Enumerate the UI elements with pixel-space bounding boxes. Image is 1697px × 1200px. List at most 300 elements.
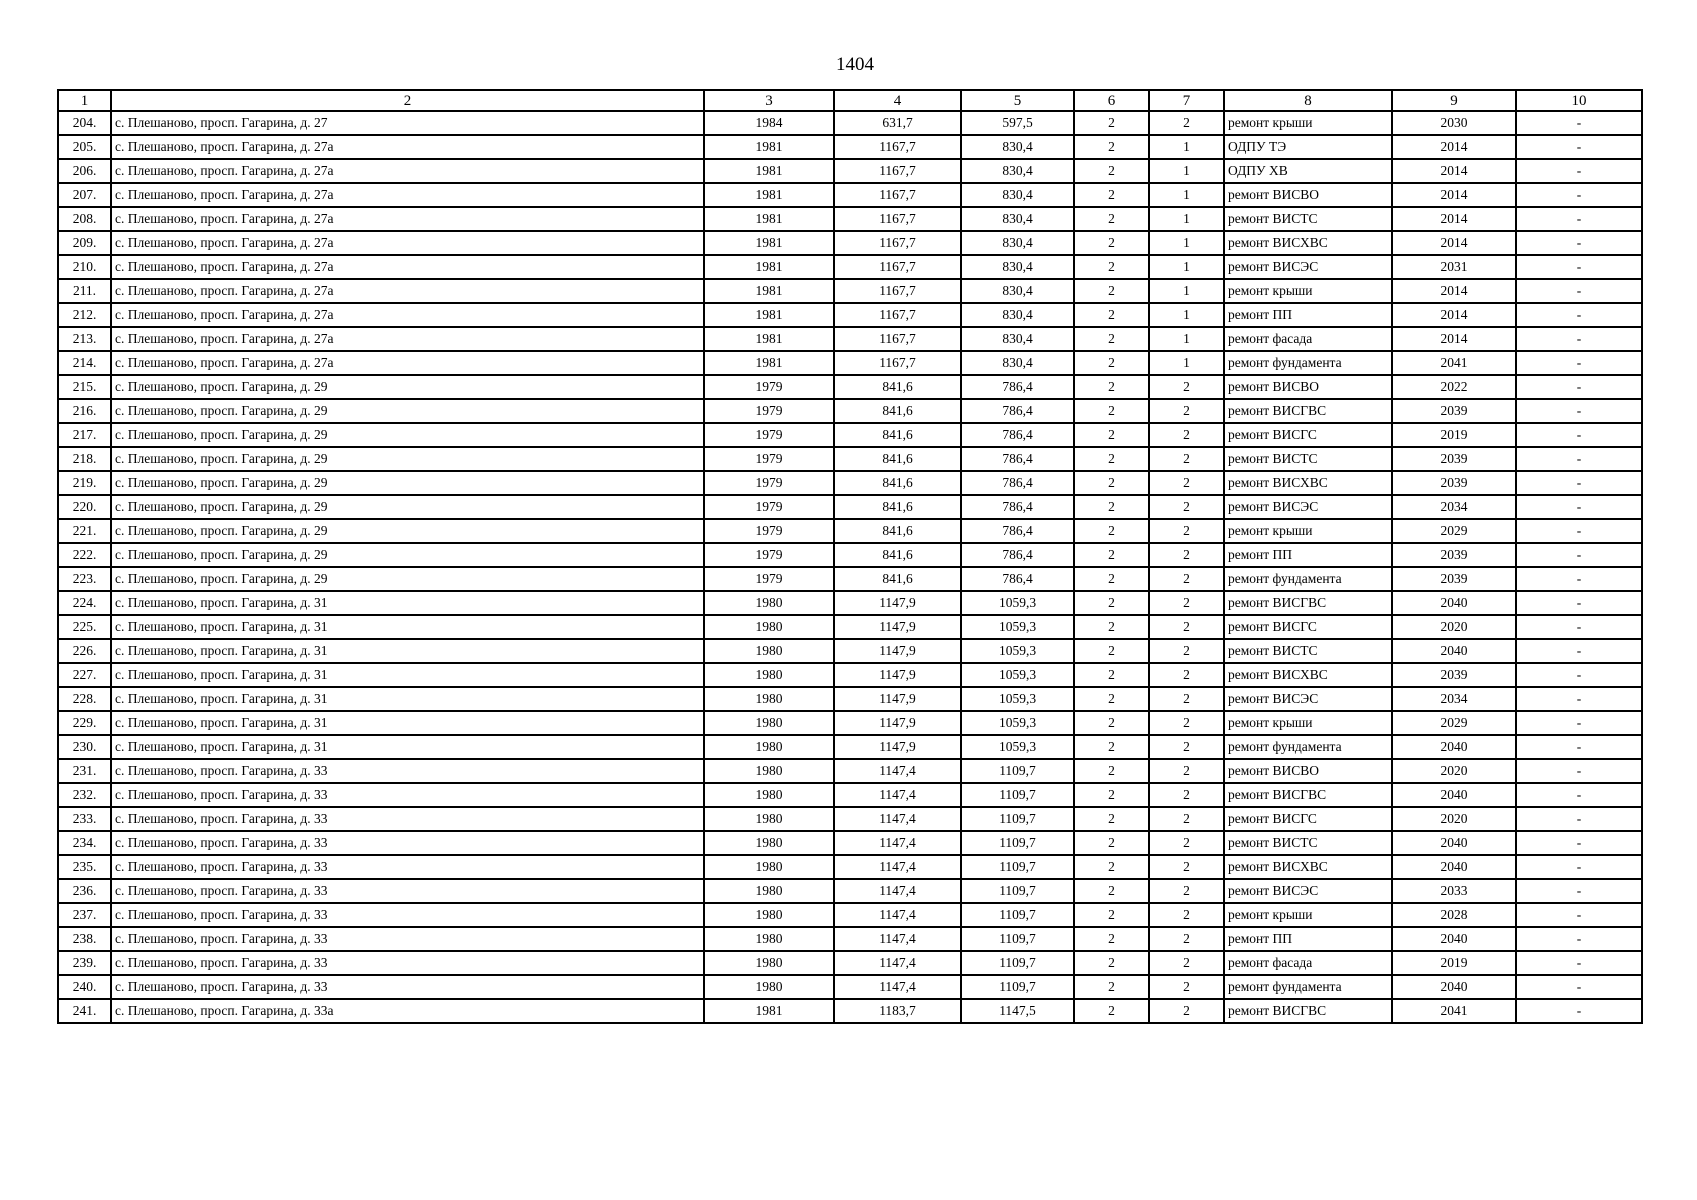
cell-living-area: 1109,7 xyxy=(961,879,1074,903)
table-row xyxy=(58,255,1642,279)
cell-entrances: 2 xyxy=(1149,783,1224,807)
cell-total-area: 841,6 xyxy=(834,519,961,543)
cell-row-number: 217. xyxy=(58,423,111,447)
table-row xyxy=(58,951,1642,975)
cell-note: - xyxy=(1516,471,1642,495)
cell-address: с. Плешаново, просп. Гагарина, д. 29 xyxy=(111,423,704,447)
cell-entrances: 2 xyxy=(1149,111,1224,135)
cell-total-area: 841,6 xyxy=(834,567,961,591)
cell-entrances: 2 xyxy=(1149,495,1224,519)
cell-year-built: 1981 xyxy=(704,303,834,327)
cell-living-area: 1109,7 xyxy=(961,927,1074,951)
cell-work-type: ремонт ВИСВО xyxy=(1224,375,1392,399)
cell-row-number: 223. xyxy=(58,567,111,591)
cell-entrances: 1 xyxy=(1149,351,1224,375)
cell-work-type: ремонт ВИСЭС xyxy=(1224,255,1392,279)
cell-total-area: 1147,4 xyxy=(834,783,961,807)
cell-floors: 2 xyxy=(1074,591,1149,615)
cell-entrances: 2 xyxy=(1149,471,1224,495)
cell-work-type: ремонт ВИСХВС xyxy=(1224,663,1392,687)
cell-year-built: 1979 xyxy=(704,471,834,495)
cell-floors: 2 xyxy=(1074,567,1149,591)
cell-note: - xyxy=(1516,855,1642,879)
cell-floors: 2 xyxy=(1074,279,1149,303)
cell-planned-year: 2019 xyxy=(1392,951,1516,975)
table-row xyxy=(58,807,1642,831)
cell-note: - xyxy=(1516,399,1642,423)
cell-floors: 2 xyxy=(1074,759,1149,783)
table-row xyxy=(58,231,1642,255)
table-row xyxy=(58,831,1642,855)
cell-work-type: ремонт ВИСЭС xyxy=(1224,687,1392,711)
cell-living-area: 1147,5 xyxy=(961,999,1074,1023)
cell-total-area: 1147,4 xyxy=(834,807,961,831)
cell-work-type: ремонт ВИСГВС xyxy=(1224,399,1392,423)
cell-year-built: 1980 xyxy=(704,783,834,807)
cell-total-area: 841,6 xyxy=(834,447,961,471)
cell-floors: 2 xyxy=(1074,975,1149,999)
cell-note: - xyxy=(1516,999,1642,1023)
cell-planned-year: 2039 xyxy=(1392,543,1516,567)
cell-planned-year: 2019 xyxy=(1392,423,1516,447)
cell-entrances: 2 xyxy=(1149,903,1224,927)
column-header-6: 6 xyxy=(1074,90,1149,111)
table-row xyxy=(58,687,1642,711)
cell-address: с. Плешаново, просп. Гагарина, д. 27 xyxy=(111,111,704,135)
cell-row-number: 218. xyxy=(58,447,111,471)
cell-work-type: ремонт крыши xyxy=(1224,111,1392,135)
cell-total-area: 1147,4 xyxy=(834,927,961,951)
cell-living-area: 786,4 xyxy=(961,447,1074,471)
cell-address: с. Плешаново, просп. Гагарина, д. 31 xyxy=(111,663,704,687)
cell-planned-year: 2029 xyxy=(1392,711,1516,735)
cell-address: с. Плешаново, просп. Гагарина, д. 31 xyxy=(111,687,704,711)
cell-entrances: 2 xyxy=(1149,999,1224,1023)
cell-entrances: 2 xyxy=(1149,399,1224,423)
cell-entrances: 2 xyxy=(1149,831,1224,855)
cell-floors: 2 xyxy=(1074,903,1149,927)
cell-living-area: 1109,7 xyxy=(961,951,1074,975)
cell-note: - xyxy=(1516,303,1642,327)
table-row xyxy=(58,351,1642,375)
cell-entrances: 2 xyxy=(1149,975,1224,999)
cell-year-built: 1981 xyxy=(704,999,834,1023)
cell-year-built: 1981 xyxy=(704,327,834,351)
table-row xyxy=(58,591,1642,615)
table-row xyxy=(58,135,1642,159)
cell-address: с. Плешаново, просп. Гагарина, д. 31 xyxy=(111,591,704,615)
column-header-8: 8 xyxy=(1224,90,1392,111)
cell-row-number: 241. xyxy=(58,999,111,1023)
cell-entrances: 2 xyxy=(1149,759,1224,783)
table-row xyxy=(58,159,1642,183)
cell-work-type: ремонт ВИСТС xyxy=(1224,207,1392,231)
cell-work-type: ремонт ВИСТС xyxy=(1224,447,1392,471)
cell-row-number: 232. xyxy=(58,783,111,807)
cell-work-type: ОДПУ ТЭ xyxy=(1224,135,1392,159)
cell-total-area: 841,6 xyxy=(834,495,961,519)
cell-entrances: 2 xyxy=(1149,423,1224,447)
cell-year-built: 1981 xyxy=(704,255,834,279)
cell-entrances: 2 xyxy=(1149,375,1224,399)
cell-floors: 2 xyxy=(1074,207,1149,231)
cell-note: - xyxy=(1516,735,1642,759)
cell-entrances: 2 xyxy=(1149,879,1224,903)
cell-planned-year: 2020 xyxy=(1392,807,1516,831)
cell-entrances: 2 xyxy=(1149,447,1224,471)
cell-floors: 2 xyxy=(1074,879,1149,903)
cell-row-number: 238. xyxy=(58,927,111,951)
cell-living-area: 830,4 xyxy=(961,255,1074,279)
cell-floors: 2 xyxy=(1074,471,1149,495)
cell-note: - xyxy=(1516,495,1642,519)
cell-row-number: 228. xyxy=(58,687,111,711)
cell-floors: 2 xyxy=(1074,159,1149,183)
cell-entrances: 2 xyxy=(1149,735,1224,759)
cell-row-number: 233. xyxy=(58,807,111,831)
cell-address: с. Плешаново, просп. Гагарина, д. 27а xyxy=(111,183,704,207)
table-row xyxy=(58,423,1642,447)
cell-planned-year: 2014 xyxy=(1392,159,1516,183)
cell-row-number: 221. xyxy=(58,519,111,543)
cell-living-area: 786,4 xyxy=(961,519,1074,543)
cell-address: с. Плешаново, просп. Гагарина, д. 33 xyxy=(111,927,704,951)
table-row xyxy=(58,471,1642,495)
cell-entrances: 1 xyxy=(1149,279,1224,303)
cell-note: - xyxy=(1516,975,1642,999)
cell-note: - xyxy=(1516,759,1642,783)
cell-address: с. Плешаново, просп. Гагарина, д. 29 xyxy=(111,495,704,519)
cell-floors: 2 xyxy=(1074,735,1149,759)
cell-total-area: 841,6 xyxy=(834,423,961,447)
cell-planned-year: 2020 xyxy=(1392,615,1516,639)
cell-planned-year: 2040 xyxy=(1392,831,1516,855)
cell-note: - xyxy=(1516,591,1642,615)
table-body xyxy=(58,111,1642,1023)
cell-address: с. Плешаново, просп. Гагарина, д. 29 xyxy=(111,543,704,567)
cell-work-type: ремонт ВИСВО xyxy=(1224,759,1392,783)
cell-row-number: 227. xyxy=(58,663,111,687)
cell-note: - xyxy=(1516,879,1642,903)
cell-entrances: 2 xyxy=(1149,807,1224,831)
cell-total-area: 1147,9 xyxy=(834,735,961,759)
cell-work-type: ОДПУ ХВ xyxy=(1224,159,1392,183)
cell-address: с. Плешаново, просп. Гагарина, д. 27а xyxy=(111,303,704,327)
cell-row-number: 236. xyxy=(58,879,111,903)
cell-living-area: 1059,3 xyxy=(961,639,1074,663)
cell-address: с. Плешаново, просп. Гагарина, д. 27а xyxy=(111,231,704,255)
cell-year-built: 1980 xyxy=(704,927,834,951)
cell-note: - xyxy=(1516,567,1642,591)
cell-living-area: 1109,7 xyxy=(961,975,1074,999)
cell-entrances: 2 xyxy=(1149,855,1224,879)
table-row xyxy=(58,927,1642,951)
cell-row-number: 224. xyxy=(58,591,111,615)
cell-entrances: 1 xyxy=(1149,135,1224,159)
cell-year-built: 1979 xyxy=(704,495,834,519)
cell-address: с. Плешаново, просп. Гагарина, д. 27а xyxy=(111,135,704,159)
cell-year-built: 1981 xyxy=(704,207,834,231)
cell-total-area: 1147,4 xyxy=(834,879,961,903)
cell-year-built: 1981 xyxy=(704,183,834,207)
cell-work-type: ремонт ВИСГВС xyxy=(1224,591,1392,615)
table-row xyxy=(58,759,1642,783)
cell-row-number: 229. xyxy=(58,711,111,735)
cell-total-area: 1147,4 xyxy=(834,975,961,999)
cell-total-area: 1147,4 xyxy=(834,951,961,975)
table-row xyxy=(58,735,1642,759)
cell-work-type: ремонт ВИСГС xyxy=(1224,615,1392,639)
table-row xyxy=(58,783,1642,807)
cell-year-built: 1980 xyxy=(704,951,834,975)
cell-note: - xyxy=(1516,423,1642,447)
table-row xyxy=(58,207,1642,231)
cell-floors: 2 xyxy=(1074,375,1149,399)
cell-total-area: 1183,7 xyxy=(834,999,961,1023)
cell-address: с. Плешаново, просп. Гагарина, д. 31 xyxy=(111,711,704,735)
cell-row-number: 240. xyxy=(58,975,111,999)
cell-address: с. Плешаново, просп. Гагарина, д. 29 xyxy=(111,375,704,399)
cell-floors: 2 xyxy=(1074,495,1149,519)
cell-year-built: 1980 xyxy=(704,831,834,855)
cell-living-area: 597,5 xyxy=(961,111,1074,135)
cell-year-built: 1980 xyxy=(704,735,834,759)
cell-floors: 2 xyxy=(1074,687,1149,711)
cell-year-built: 1980 xyxy=(704,975,834,999)
cell-row-number: 239. xyxy=(58,951,111,975)
cell-floors: 2 xyxy=(1074,423,1149,447)
cell-living-area: 1059,3 xyxy=(961,663,1074,687)
cell-entrances: 2 xyxy=(1149,927,1224,951)
cell-floors: 2 xyxy=(1074,999,1149,1023)
cell-floors: 2 xyxy=(1074,303,1149,327)
cell-year-built: 1979 xyxy=(704,399,834,423)
cell-address: с. Плешаново, просп. Гагарина, д. 27а xyxy=(111,207,704,231)
cell-address: с. Плешаново, просп. Гагарина, д. 33 xyxy=(111,855,704,879)
cell-planned-year: 2040 xyxy=(1392,735,1516,759)
table-row xyxy=(58,303,1642,327)
cell-work-type: ремонт ВИСХВС xyxy=(1224,231,1392,255)
column-header-1: 1 xyxy=(58,90,111,111)
table-row xyxy=(58,567,1642,591)
cell-entrances: 2 xyxy=(1149,543,1224,567)
cell-entrances: 1 xyxy=(1149,207,1224,231)
cell-living-area: 1109,7 xyxy=(961,807,1074,831)
cell-work-type: ремонт фасада xyxy=(1224,327,1392,351)
cell-entrances: 2 xyxy=(1149,615,1224,639)
cell-year-built: 1980 xyxy=(704,759,834,783)
cell-address: с. Плешаново, просп. Гагарина, д. 31 xyxy=(111,639,704,663)
cell-row-number: 226. xyxy=(58,639,111,663)
cell-living-area: 786,4 xyxy=(961,423,1074,447)
table-row xyxy=(58,615,1642,639)
cell-planned-year: 2040 xyxy=(1392,927,1516,951)
cell-total-area: 1167,7 xyxy=(834,255,961,279)
cell-note: - xyxy=(1516,159,1642,183)
cell-work-type: ремонт ВИСГВС xyxy=(1224,783,1392,807)
table-row xyxy=(58,375,1642,399)
cell-work-type: ремонт ВИСЭС xyxy=(1224,879,1392,903)
cell-year-built: 1980 xyxy=(704,591,834,615)
cell-floors: 2 xyxy=(1074,111,1149,135)
cell-total-area: 1147,9 xyxy=(834,663,961,687)
cell-work-type: ремонт фундамента xyxy=(1224,735,1392,759)
cell-planned-year: 2039 xyxy=(1392,567,1516,591)
cell-floors: 2 xyxy=(1074,351,1149,375)
column-header-9: 9 xyxy=(1392,90,1516,111)
cell-planned-year: 2040 xyxy=(1392,591,1516,615)
cell-planned-year: 2014 xyxy=(1392,183,1516,207)
cell-floors: 2 xyxy=(1074,807,1149,831)
cell-planned-year: 2014 xyxy=(1392,135,1516,159)
cell-living-area: 830,4 xyxy=(961,135,1074,159)
cell-year-built: 1980 xyxy=(704,663,834,687)
cell-row-number: 214. xyxy=(58,351,111,375)
cell-total-area: 1147,9 xyxy=(834,615,961,639)
cell-note: - xyxy=(1516,183,1642,207)
cell-total-area: 1167,7 xyxy=(834,279,961,303)
table-row xyxy=(58,495,1642,519)
cell-note: - xyxy=(1516,351,1642,375)
cell-row-number: 220. xyxy=(58,495,111,519)
cell-planned-year: 2034 xyxy=(1392,687,1516,711)
cell-total-area: 841,6 xyxy=(834,375,961,399)
cell-note: - xyxy=(1516,903,1642,927)
cell-planned-year: 2040 xyxy=(1392,975,1516,999)
cell-living-area: 830,4 xyxy=(961,303,1074,327)
cell-planned-year: 2014 xyxy=(1392,279,1516,303)
column-header-4: 4 xyxy=(834,90,961,111)
cell-work-type: ремонт фасада xyxy=(1224,951,1392,975)
cell-planned-year: 2014 xyxy=(1392,327,1516,351)
cell-row-number: 212. xyxy=(58,303,111,327)
cell-entrances: 1 xyxy=(1149,231,1224,255)
cell-year-built: 1979 xyxy=(704,543,834,567)
cell-total-area: 1167,7 xyxy=(834,159,961,183)
column-header-3: 3 xyxy=(704,90,834,111)
cell-row-number: 219. xyxy=(58,471,111,495)
table-row xyxy=(58,111,1642,135)
cell-living-area: 1109,7 xyxy=(961,783,1074,807)
cell-living-area: 786,4 xyxy=(961,471,1074,495)
cell-year-built: 1980 xyxy=(704,639,834,663)
cell-living-area: 1059,3 xyxy=(961,615,1074,639)
cell-floors: 2 xyxy=(1074,831,1149,855)
cell-entrances: 2 xyxy=(1149,639,1224,663)
cell-total-area: 1147,4 xyxy=(834,903,961,927)
cell-year-built: 1981 xyxy=(704,351,834,375)
cell-work-type: ремонт фундамента xyxy=(1224,567,1392,591)
cell-living-area: 1109,7 xyxy=(961,831,1074,855)
cell-address: с. Плешаново, просп. Гагарина, д. 33 xyxy=(111,783,704,807)
cell-floors: 2 xyxy=(1074,183,1149,207)
cell-year-built: 1981 xyxy=(704,159,834,183)
cell-floors: 2 xyxy=(1074,399,1149,423)
cell-total-area: 1167,7 xyxy=(834,231,961,255)
cell-total-area: 1167,7 xyxy=(834,207,961,231)
cell-planned-year: 2033 xyxy=(1392,879,1516,903)
repair-schedule-table xyxy=(57,89,1643,1024)
cell-row-number: 208. xyxy=(58,207,111,231)
cell-planned-year: 2041 xyxy=(1392,351,1516,375)
cell-planned-year: 2040 xyxy=(1392,855,1516,879)
table-row xyxy=(58,999,1642,1023)
cell-living-area: 786,4 xyxy=(961,495,1074,519)
cell-note: - xyxy=(1516,639,1642,663)
cell-address: с. Плешаново, просп. Гагарина, д. 33 xyxy=(111,903,704,927)
cell-row-number: 230. xyxy=(58,735,111,759)
cell-living-area: 1059,3 xyxy=(961,687,1074,711)
cell-living-area: 830,4 xyxy=(961,279,1074,303)
cell-planned-year: 2039 xyxy=(1392,471,1516,495)
cell-address: с. Плешаново, просп. Гагарина, д. 31 xyxy=(111,615,704,639)
cell-floors: 2 xyxy=(1074,519,1149,543)
cell-year-built: 1980 xyxy=(704,615,834,639)
cell-entrances: 1 xyxy=(1149,183,1224,207)
cell-row-number: 216. xyxy=(58,399,111,423)
cell-address: с. Плешаново, просп. Гагарина, д. 29 xyxy=(111,399,704,423)
cell-address: с. Плешаново, просп. Гагарина, д. 33а xyxy=(111,999,704,1023)
cell-floors: 2 xyxy=(1074,951,1149,975)
cell-living-area: 1109,7 xyxy=(961,903,1074,927)
cell-year-built: 1979 xyxy=(704,567,834,591)
cell-floors: 2 xyxy=(1074,327,1149,351)
cell-year-built: 1979 xyxy=(704,423,834,447)
cell-year-built: 1981 xyxy=(704,231,834,255)
cell-note: - xyxy=(1516,543,1642,567)
cell-floors: 2 xyxy=(1074,543,1149,567)
cell-year-built: 1980 xyxy=(704,807,834,831)
table-row xyxy=(58,519,1642,543)
cell-planned-year: 2014 xyxy=(1392,231,1516,255)
table-header-row xyxy=(58,90,1642,111)
column-header-10: 10 xyxy=(1516,90,1642,111)
cell-note: - xyxy=(1516,279,1642,303)
cell-note: - xyxy=(1516,135,1642,159)
cell-row-number: 237. xyxy=(58,903,111,927)
cell-entrances: 2 xyxy=(1149,663,1224,687)
cell-work-type: ремонт фундамента xyxy=(1224,975,1392,999)
table-row xyxy=(58,879,1642,903)
cell-address: с. Плешаново, просп. Гагарина, д. 27а xyxy=(111,327,704,351)
cell-year-built: 1980 xyxy=(704,903,834,927)
cell-living-area: 830,4 xyxy=(961,207,1074,231)
cell-note: - xyxy=(1516,375,1642,399)
cell-note: - xyxy=(1516,807,1642,831)
cell-row-number: 234. xyxy=(58,831,111,855)
cell-entrances: 1 xyxy=(1149,303,1224,327)
column-header-7: 7 xyxy=(1149,90,1224,111)
cell-living-area: 1109,7 xyxy=(961,855,1074,879)
cell-year-built: 1980 xyxy=(704,855,834,879)
cell-year-built: 1979 xyxy=(704,447,834,471)
cell-address: с. Плешаново, просп. Гагарина, д. 29 xyxy=(111,519,704,543)
cell-row-number: 206. xyxy=(58,159,111,183)
cell-floors: 2 xyxy=(1074,447,1149,471)
cell-planned-year: 2040 xyxy=(1392,783,1516,807)
cell-work-type: ремонт ВИСТС xyxy=(1224,639,1392,663)
cell-total-area: 1167,7 xyxy=(834,183,961,207)
column-header-2: 2 xyxy=(111,90,704,111)
cell-planned-year: 2030 xyxy=(1392,111,1516,135)
cell-address: с. Плешаново, просп. Гагарина, д. 27а xyxy=(111,255,704,279)
cell-floors: 2 xyxy=(1074,255,1149,279)
cell-planned-year: 2028 xyxy=(1392,903,1516,927)
cell-entrances: 2 xyxy=(1149,519,1224,543)
table-row xyxy=(58,903,1642,927)
cell-address: с. Плешаново, просп. Гагарина, д. 31 xyxy=(111,735,704,759)
cell-floors: 2 xyxy=(1074,663,1149,687)
